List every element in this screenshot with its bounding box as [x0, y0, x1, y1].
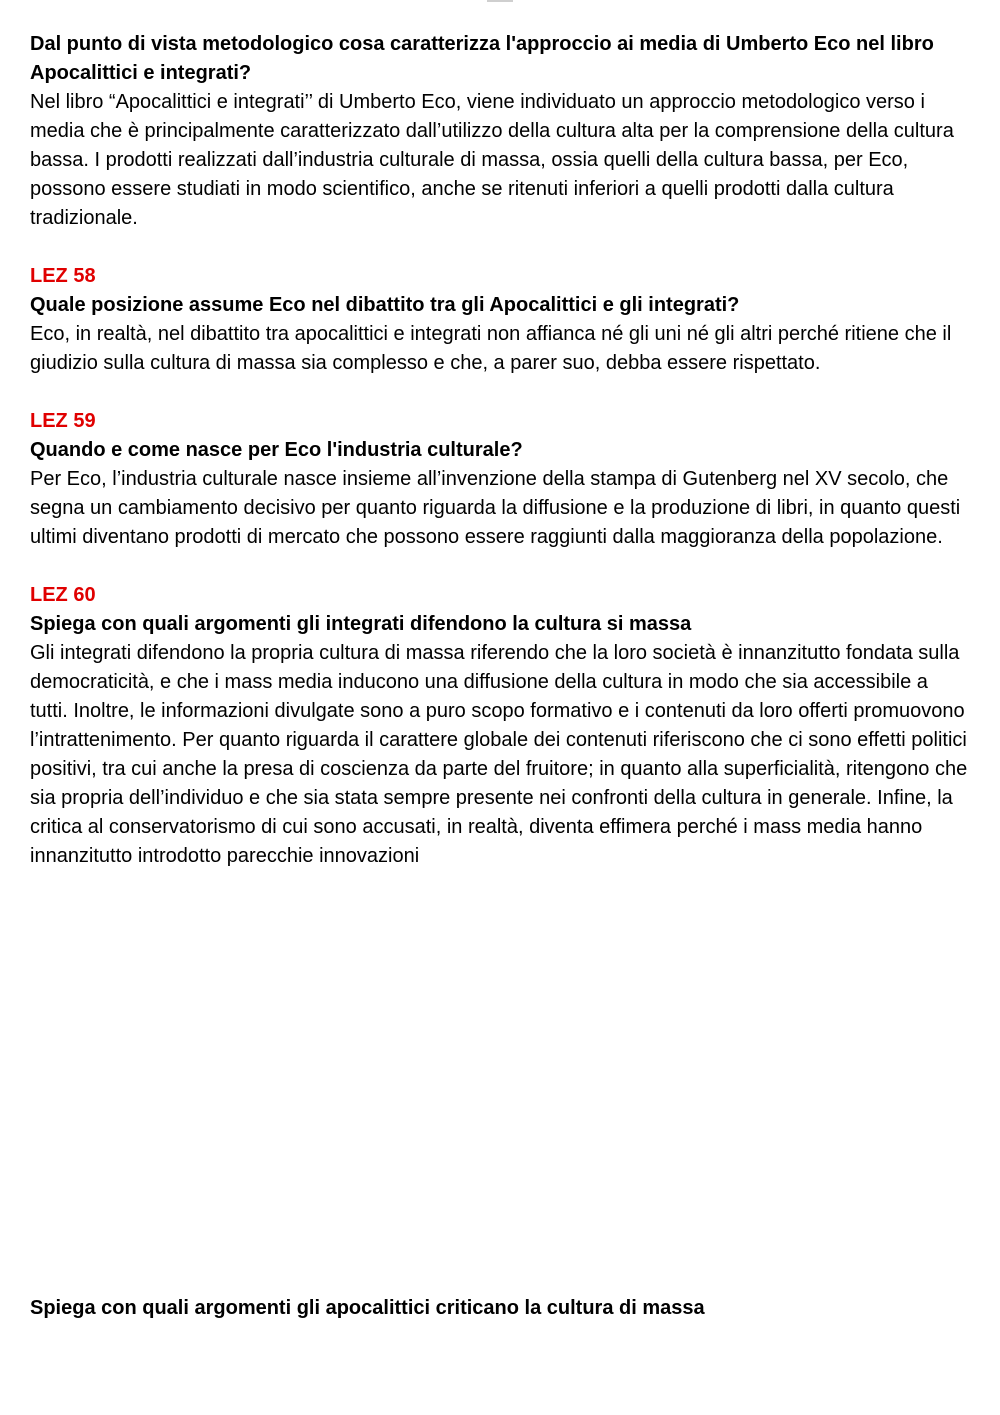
section-lez-59: [30, 407, 970, 552]
lesson-heading: LEZ 58: [30, 265, 96, 287]
intro-section: [30, 30, 970, 233]
section-gap: [30, 378, 970, 407]
section-lez-60: [30, 581, 970, 871]
section-gap: [30, 552, 970, 581]
page-header-mark: [487, 0, 513, 2]
lesson-answer: Gli integrati difendono la propria cultura di massa riferendo che la loro società è innanzitutto fondata sulla democraticità, e che i mass media inducono una diffusione della cultura in modo che sia accessibile a tutti. Inoltre, le informazioni divulgate sono a puro scopo formativo e i contenuti da loro offerti promuovono l’intrattenimento. Per quanto riguarda il carattere globale dei contenuti riferiscono che ci sono effetti politici positivi, tra cui anche la presa di coscienza da parte del fruitore; in quanto alla superficialità, ritengono che sia propria dell’individuo e che sia stata sempre presente nei confronti della cultura in generale. Infine, la critica al conservatorismo di cui sono accusati, in realtà, diventa effimera perché i mass media hanno innanzitutto introdotto parecchie innovazioni: [30, 642, 968, 867]
section-gap: [30, 233, 970, 262]
lesson-question: Quando e come nasce per Eco l'industria culturale?: [30, 439, 523, 461]
lesson-answer: Per Eco, l’industria culturale nasce insieme all’invenzione della stampa di Gutenberg nel XV secolo, che segna un cambiamento decisivo per quanto riguarda la diffusione e la produzione di libri, in quanto questi ultimi diventano prodotti di mercato che possono essere raggiunti dalla maggioranza della popolazione.: [30, 468, 961, 548]
lesson-question: Quale posizione assume Eco nel dibattito tra gli Apocalittici e gli integrati?: [30, 294, 740, 316]
trailing-question: Spiega con quali argomenti gli apocalittici criticano la cultura di massa: [30, 1297, 705, 1319]
section-lez-58: [30, 262, 970, 378]
intro-answer: Nel libro “Apocalittici e integrati’’ di Umberto Eco, viene individuato un approccio metodologico verso i media che è principalmente caratterizzato dall’utilizzo della cultura alta per la comprensione della cultura bassa. I prodotti realizzati dall’industria culturale di massa, ossia quelli della cultura bassa, per Eco, possono essere studiati in modo scientifico, anche se ritenuti inferiori a quelli prodotti dalla cultura tradizionale.: [30, 91, 954, 229]
lesson-answer: Eco, in realtà, nel dibattito tra apocalittici e integrati non affianca né gli uni né gli altri perché ritiene che il giudizio sulla cultura di massa sia complesso e che, a parer suo, debba essere rispettato.: [30, 323, 952, 374]
document-page: [30, 30, 970, 871]
lesson-question: Spiega con quali argomenti gli integrati difendono la cultura si massa: [30, 613, 692, 635]
lesson-heading: LEZ 60: [30, 584, 96, 606]
lesson-heading: LEZ 59: [30, 410, 96, 432]
intro-question: Dal punto di vista metodologico cosa caratterizza l'approccio ai media di Umberto Eco nel libro Apocalittici e integrati?: [30, 33, 934, 84]
